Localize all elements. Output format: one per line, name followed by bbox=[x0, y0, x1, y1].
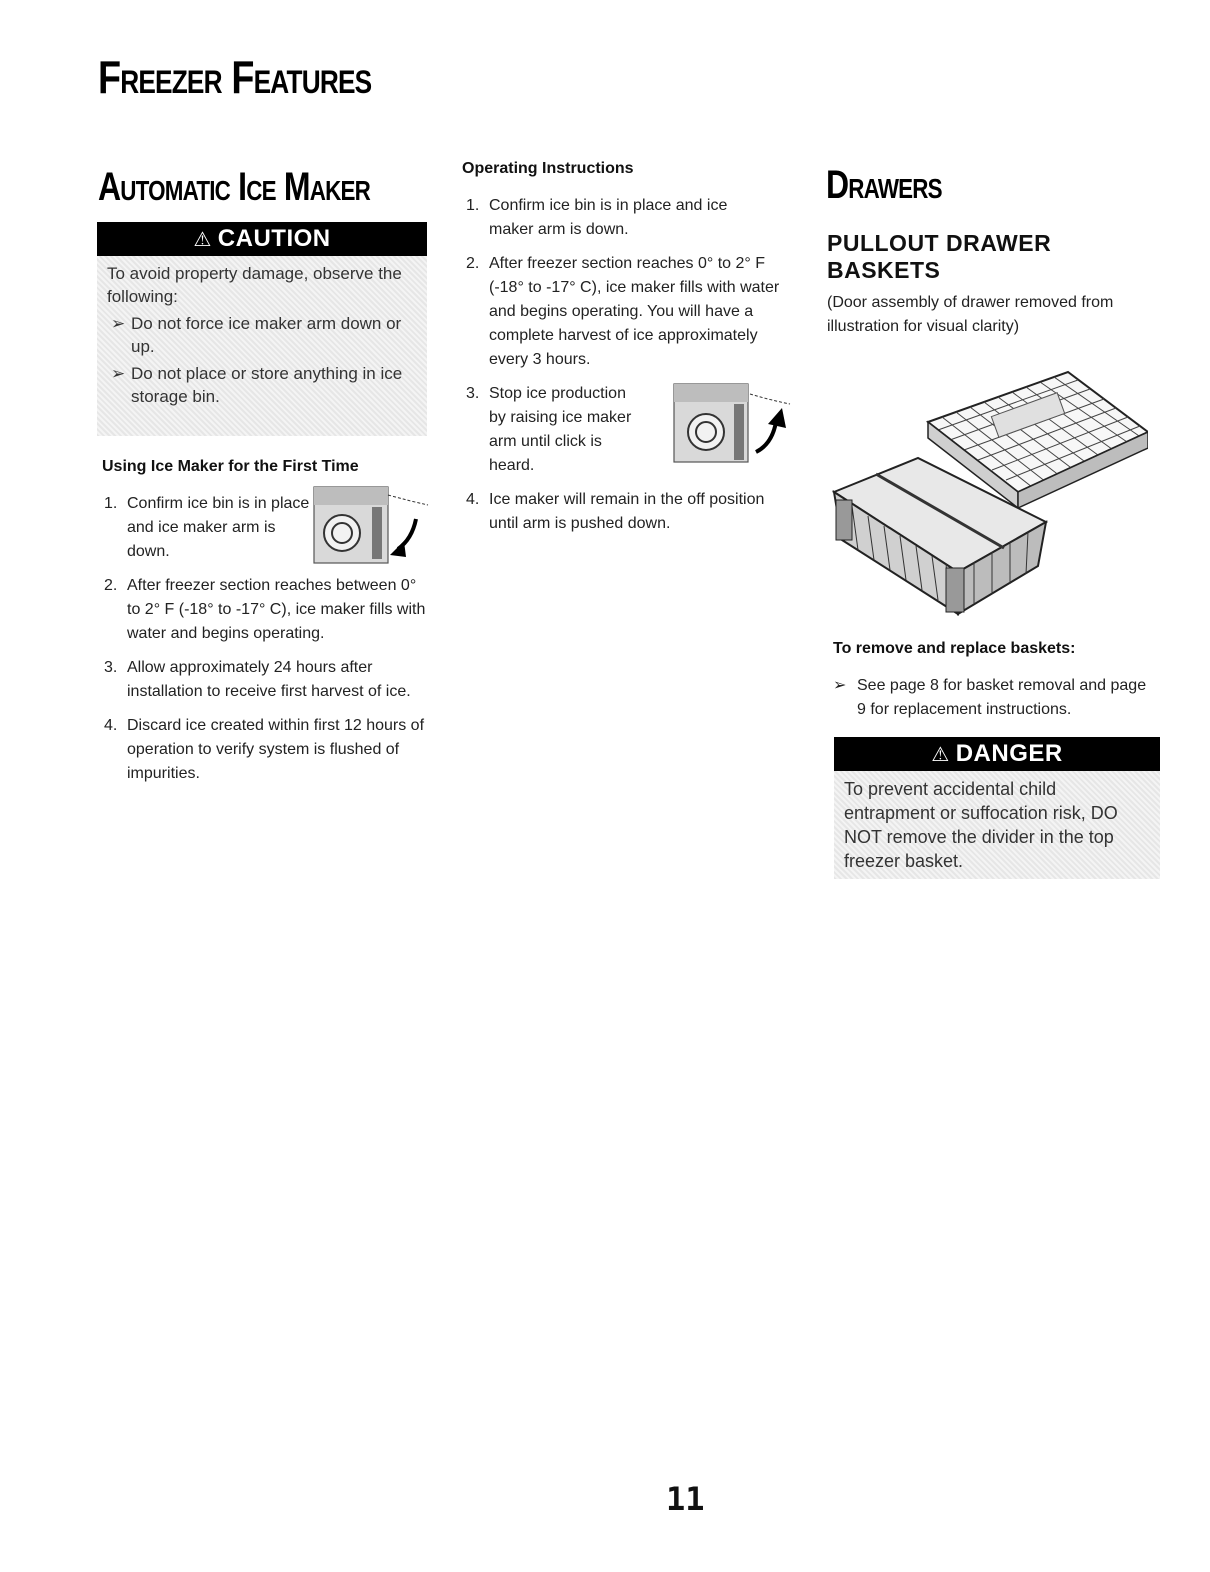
list-item: 1. Confirm ice bin is in place and ice maker arm is down. bbox=[104, 495, 310, 560]
remove-replace-heading: To remove and replace baskets: bbox=[833, 640, 1076, 657]
ice-maker-title: Automatic Ice Maker bbox=[98, 165, 370, 209]
caution-box bbox=[97, 222, 427, 436]
list-item: 1. Confirm ice bin is in place and ice maker arm is down. bbox=[466, 197, 728, 238]
list-item: 3. Allow approximately 24 hours after installation to receive first harvest of ice. bbox=[104, 659, 411, 700]
arrow-bullet-icon: ➢ bbox=[111, 364, 126, 383]
caution-item: ➢ Do not place or store anything in ice storage bin. bbox=[111, 364, 403, 406]
danger-header bbox=[834, 737, 1160, 771]
ice-maker-arm-down-illustration bbox=[310, 485, 432, 567]
caution-header bbox=[97, 222, 427, 256]
arrow-bullet-icon: ➢ bbox=[111, 314, 126, 333]
drawer-note: (Door assembly of drawer removed from illustration for visual clarity) bbox=[827, 294, 1114, 335]
arrow-bullet-icon: ➢ bbox=[833, 677, 847, 694]
danger-label: DANGER bbox=[955, 740, 1063, 767]
operating-heading: Operating Instructions bbox=[462, 160, 634, 177]
caution-intro: To avoid property damage, observe the following: bbox=[107, 264, 402, 306]
warning-triangle-icon: ⚠ bbox=[193, 229, 212, 251]
caution-label: CAUTION bbox=[217, 225, 331, 252]
caution-item: ➢ Do not force ice maker arm down or up. bbox=[111, 314, 402, 356]
drawer-baskets-illustration bbox=[828, 362, 1148, 624]
list-item: 4. Discard ice created within first 12 hours of operation to verify system is flushed of impurities. bbox=[104, 717, 425, 782]
pullout-drawer-subtitle: PULLOUT DRAWER BASKETS bbox=[827, 230, 1052, 283]
drawers-title: Drawers bbox=[826, 163, 942, 207]
first-time-heading: Using Ice Maker for the First Time bbox=[102, 458, 359, 475]
caution-body bbox=[97, 256, 427, 414]
list-item: 4. Ice maker will remain in the off position until arm is pushed down. bbox=[466, 491, 765, 532]
list-item: 2. After freezer section reaches 0° to 2° F (-18° to -17° C), ice maker fills with water and begins operating. You will have a complete harvest of ice approximately every 3 hours. bbox=[466, 255, 780, 368]
danger-body: To prevent accidental child entrapment or suffocation risk, DO NOT remove the divider in the top freezer basket. bbox=[844, 779, 1118, 871]
list-item: 2. After freezer section reaches between 0° to 2° F (-18° to -17° C), ice maker fills with water and begins operating. bbox=[104, 577, 426, 642]
list-item: 3. Stop ice production by raising ice maker arm until click is heard. bbox=[466, 385, 632, 474]
warning-triangle-icon: ⚠ bbox=[931, 744, 950, 766]
operating-steps bbox=[462, 194, 797, 546]
page-number: 11 bbox=[666, 1480, 705, 1518]
page-title: Freezer Features bbox=[98, 51, 372, 103]
ice-maker-arm-up-illustration bbox=[670, 382, 795, 472]
remove-replace-item: ➢ See page 8 for basket removal and page 9 for replacement instructions. bbox=[833, 674, 1153, 722]
danger-box bbox=[834, 737, 1160, 879]
